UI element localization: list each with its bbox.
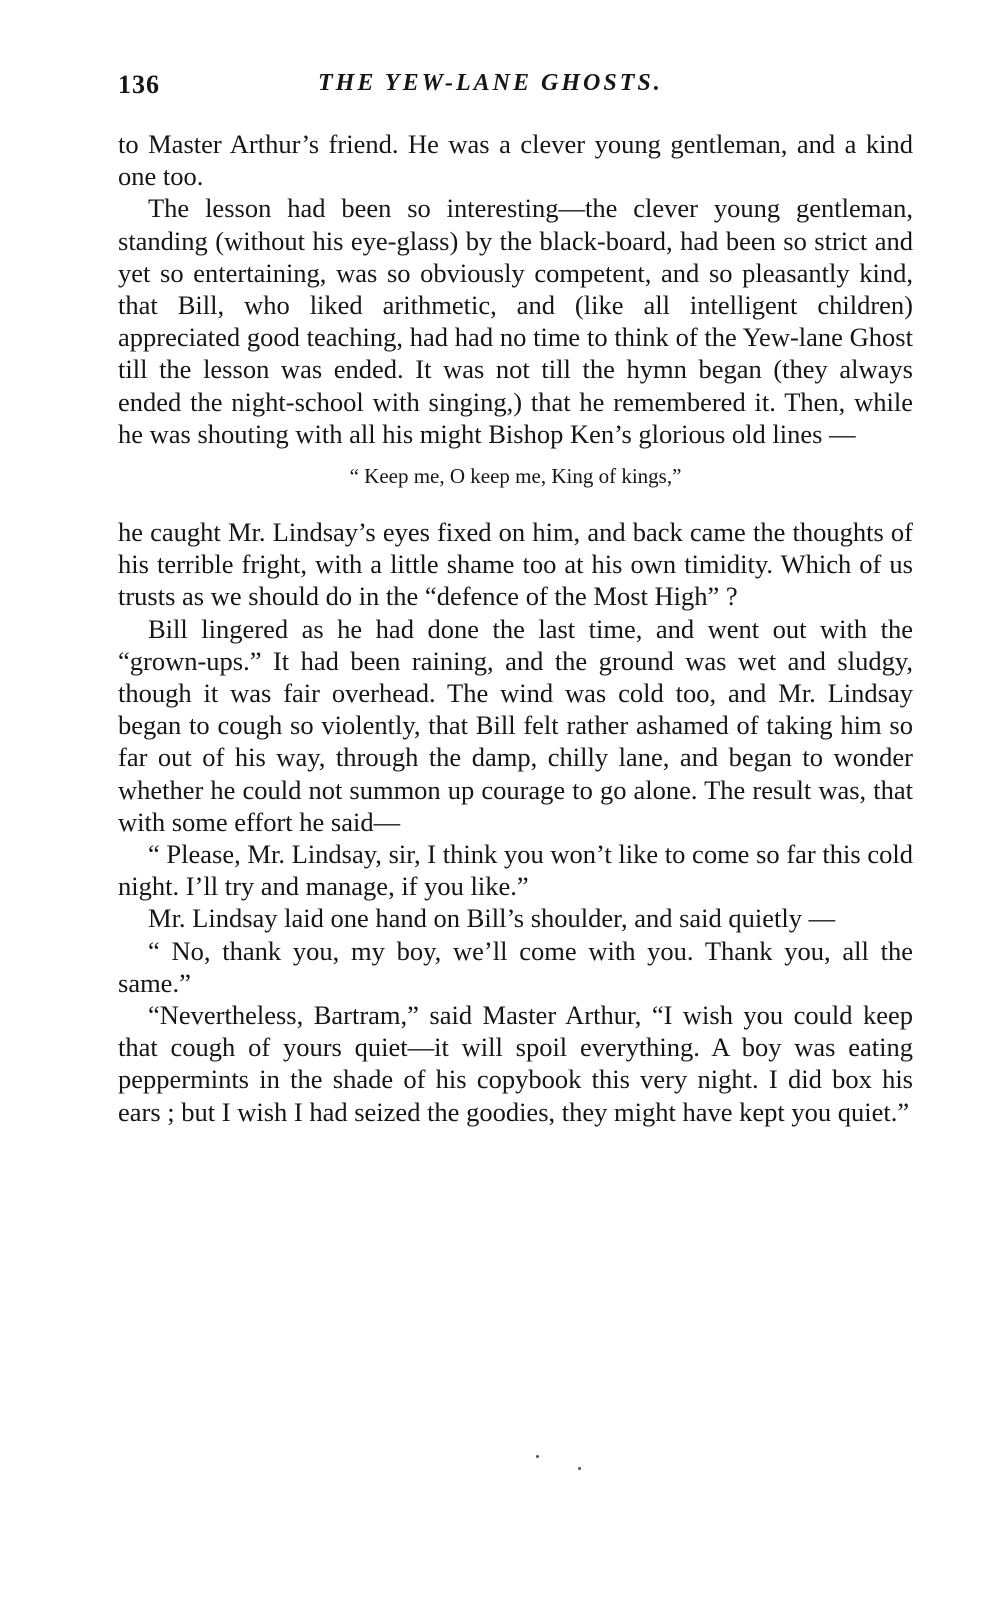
paragraph-4: Bill lingered as he had done the last time, and went out with the “grown-ups.” It had been raining, and the ground was wet and sludgy, though it was fair overhead. The wind was cold too, and Mr. Lindsay began to cough so violently, that Bill felt rather ashamed of taking him so far out of his way, through the damp, chilly lane, and began to wonder whether he could not summon up courage to go alone. The result was, that with some effort he said— xyxy=(118,613,913,837)
paragraph-3: he caught Mr. Lindsay’s eyes fixed on him, and back came the thoughts of his terrible fright, with a little shame too at his own timidity. Which of us trusts as we should do in the “defence of the Most High” ? xyxy=(118,517,913,612)
print-specks xyxy=(530,1455,600,1485)
paragraph-6: Mr. Lindsay laid one hand on Bill’s shoulder, and said quietly — xyxy=(148,903,836,934)
paragraph-5: “ Please, Mr. Lindsay, sir, I think you won’t like to come so far this cold night. I’ll try and manage, if you like.” xyxy=(118,839,913,902)
book-page xyxy=(118,70,913,1128)
speck-mark xyxy=(536,1455,539,1458)
paragraph-1: to Master Arthur’s friend. He was a clever young gentleman, and a kind one too. xyxy=(118,129,913,192)
page-number: 136 xyxy=(118,70,160,99)
paragraph-7: “ No, thank you, my boy, we’ll come with you. Thank you, all the same.” xyxy=(118,935,913,998)
paragraph-8: “Nevertheless, Bartram,” said Master Arthur, “I wish you could keep that cough of yours quiet—it will spoil everything. A boy was eating peppermints in the shade of his copybook this very night. I did box his ears ; but I wish I had seized the goodies, they might have kept you quiet.” xyxy=(118,1000,913,1127)
running-title: THE YEW-LANE GHOSTS. xyxy=(318,70,663,96)
page-header xyxy=(118,70,913,110)
paragraph-2: The lesson had been so interesting—the clever young gentleman, standing (without his eye-glass) by the black-board, had been so strict and yet so entertaining, was so obviously competent, and so pleasantly kind, that Bill, who liked arithmetic, and (like all intelligent children) appreciated good teaching, had had no time to think of the Yew-lane Ghost till the lesson was ended. It was not till the hymn began (they always ended the night-school with singing,) that he remembered it. Then, while he was shouting with all his might Bishop Ken’s glorious old lines — xyxy=(118,193,913,449)
speck-mark xyxy=(578,1467,581,1470)
hymn-quote: “ Keep me, O keep me, King of kings,” xyxy=(349,464,682,489)
